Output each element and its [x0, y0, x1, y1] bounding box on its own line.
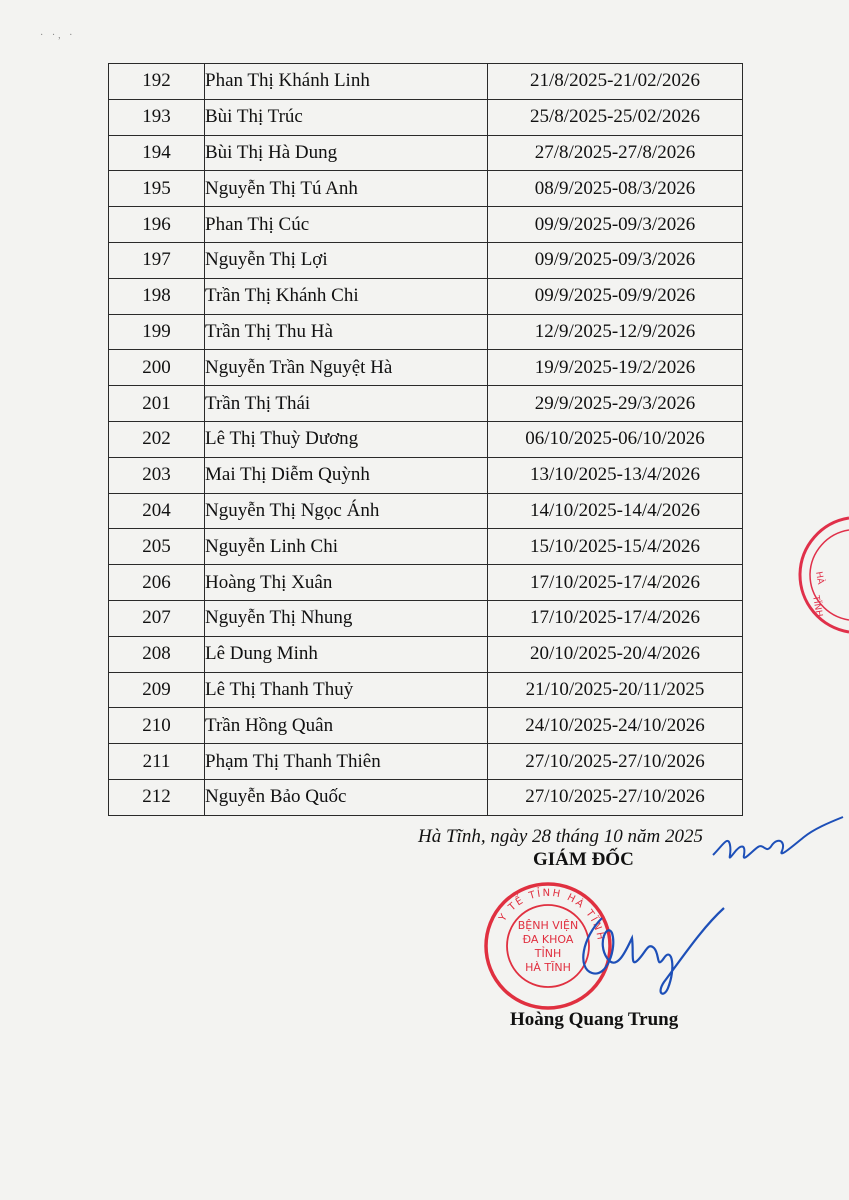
signer-name: Hoàng Quang Trung [510, 1009, 679, 1030]
signer-title: GIÁM ĐỐC [533, 849, 634, 870]
staff-name-cell: Nguyễn Trần Nguyệt Hà [205, 350, 488, 386]
period-cell: 08/9/2025-08/3/2026 [488, 171, 743, 207]
period-cell: 27/10/2025-27/10/2026 [488, 779, 743, 815]
row-number-cell: 212 [109, 779, 205, 815]
staff-name-cell: Trần Thị Khánh Chi [205, 278, 488, 314]
period-cell: 20/10/2025-20/4/2026 [488, 636, 743, 672]
period-cell: 14/10/2025-14/4/2026 [488, 493, 743, 529]
staff-name-cell: Bùi Thị Hà Dung [205, 135, 488, 171]
staff-table-body [109, 64, 743, 816]
table-row [109, 314, 743, 350]
period-cell: 12/9/2025-12/9/2026 [488, 314, 743, 350]
table-row [109, 493, 743, 529]
staff-name-cell: Phan Thị Khánh Linh [205, 64, 488, 100]
table-row [109, 242, 743, 278]
row-number-cell: 205 [109, 529, 205, 565]
staff-name-cell: Trần Thị Thu Hà [205, 314, 488, 350]
staff-table [108, 63, 743, 816]
period-cell: 17/10/2025-17/4/2026 [488, 600, 743, 636]
stamp-line: TỈNH [534, 947, 562, 960]
director-signature [572, 898, 732, 998]
period-cell: 27/8/2025-27/8/2026 [488, 135, 743, 171]
table-row [109, 708, 743, 744]
period-cell: 09/9/2025-09/3/2026 [488, 242, 743, 278]
staff-name-cell: Nguyễn Thị Tú Anh [205, 171, 488, 207]
table-row [109, 135, 743, 171]
row-number-cell: 207 [109, 600, 205, 636]
staff-name-cell: Bùi Thị Trúc [205, 99, 488, 135]
svg-text:HÀ: HÀ [813, 570, 826, 586]
row-number-cell: 197 [109, 242, 205, 278]
staff-name-cell: Nguyễn Bảo Quốc [205, 779, 488, 815]
period-cell: 06/10/2025-06/10/2026 [488, 421, 743, 457]
staff-name-cell: Lê Thị Thanh Thuỷ [205, 672, 488, 708]
staff-name-cell: Mai Thị Diễm Quỳnh [205, 457, 488, 493]
table-row [109, 99, 743, 135]
table-row [109, 636, 743, 672]
staff-name-cell: Nguyễn Linh Chi [205, 529, 488, 565]
place-and-date: Hà Tĩnh, ngày 28 tháng 10 năm 2025 [418, 826, 703, 847]
stamp-center-text [518, 919, 578, 974]
initial-signature [708, 815, 848, 875]
staff-name-cell: Nguyễn Thị Nhung [205, 600, 488, 636]
table-row [109, 672, 743, 708]
row-number-cell: 200 [109, 350, 205, 386]
row-number-cell: 195 [109, 171, 205, 207]
row-number-cell: 199 [109, 314, 205, 350]
stamp-line: BỆNH VIỆN [517, 919, 579, 932]
row-number-cell: 208 [109, 636, 205, 672]
stamp-line: ĐA KHOA [522, 933, 574, 946]
staff-name-cell: Phạm Thị Thanh Thiên [205, 744, 488, 780]
staff-name-cell: Trần Thị Thái [205, 386, 488, 422]
row-number-cell: 193 [109, 99, 205, 135]
period-cell: 25/8/2025-25/02/2026 [488, 99, 743, 135]
period-cell: 21/10/2025-20/11/2025 [488, 672, 743, 708]
row-number-cell: 198 [109, 278, 205, 314]
period-cell: 19/9/2025-19/2/2026 [488, 350, 743, 386]
official-stamp [482, 880, 614, 1012]
stamp-line: HÀ TĨNH [525, 961, 571, 974]
period-cell: 27/10/2025-27/10/2026 [488, 744, 743, 780]
table-row [109, 350, 743, 386]
staff-name-cell: Phan Thị Cúc [205, 207, 488, 243]
period-cell: 29/9/2025-29/3/2026 [488, 386, 743, 422]
staff-name-cell: Nguyễn Thị Lợi [205, 242, 488, 278]
table-row [109, 64, 743, 100]
svg-text:TĨNH: TĨNH [810, 594, 824, 618]
row-number-cell: 206 [109, 565, 205, 601]
staff-name-cell: Lê Dung Minh [205, 636, 488, 672]
row-number-cell: 194 [109, 135, 205, 171]
row-number-cell: 211 [109, 744, 205, 780]
table-row [109, 744, 743, 780]
table-row [109, 207, 743, 243]
table-row [109, 565, 743, 601]
table-row [109, 779, 743, 815]
stamp-ring-text: Y TẾ TỈNH HÀ TĨNH [497, 887, 606, 943]
period-cell: 17/10/2025-17/4/2026 [488, 565, 743, 601]
row-number-cell: 209 [109, 672, 205, 708]
row-number-cell: 201 [109, 386, 205, 422]
table-row [109, 600, 743, 636]
row-number-cell: 204 [109, 493, 205, 529]
table-row [109, 529, 743, 565]
staff-name-cell: Trần Hồng Quân [205, 708, 488, 744]
period-cell: 21/8/2025-21/02/2026 [488, 64, 743, 100]
row-number-cell: 202 [109, 421, 205, 457]
scan-marks: · ·, · [40, 30, 76, 41]
staff-name-cell: Nguyễn Thị Ngọc Ánh [205, 493, 488, 529]
period-cell: 15/10/2025-15/4/2026 [488, 529, 743, 565]
table-row [109, 171, 743, 207]
svg-text:Y TẾ TỈNH HÀ TĨNH [497, 885, 606, 942]
row-number-cell: 210 [109, 708, 205, 744]
period-cell: 24/10/2025-24/10/2026 [488, 708, 743, 744]
period-cell: 09/9/2025-09/3/2026 [488, 207, 743, 243]
table-row [109, 278, 743, 314]
row-number-cell: 192 [109, 64, 205, 100]
row-number-cell: 203 [109, 457, 205, 493]
table-row [109, 386, 743, 422]
partial-stamp-seal [770, 510, 849, 640]
table-row [109, 457, 743, 493]
row-number-cell: 196 [109, 207, 205, 243]
period-cell: 13/10/2025-13/4/2026 [488, 457, 743, 493]
staff-name-cell: Lê Thị Thuỳ Dương [205, 421, 488, 457]
period-cell: 09/9/2025-09/9/2026 [488, 278, 743, 314]
staff-name-cell: Hoàng Thị Xuân [205, 565, 488, 601]
table-row [109, 421, 743, 457]
